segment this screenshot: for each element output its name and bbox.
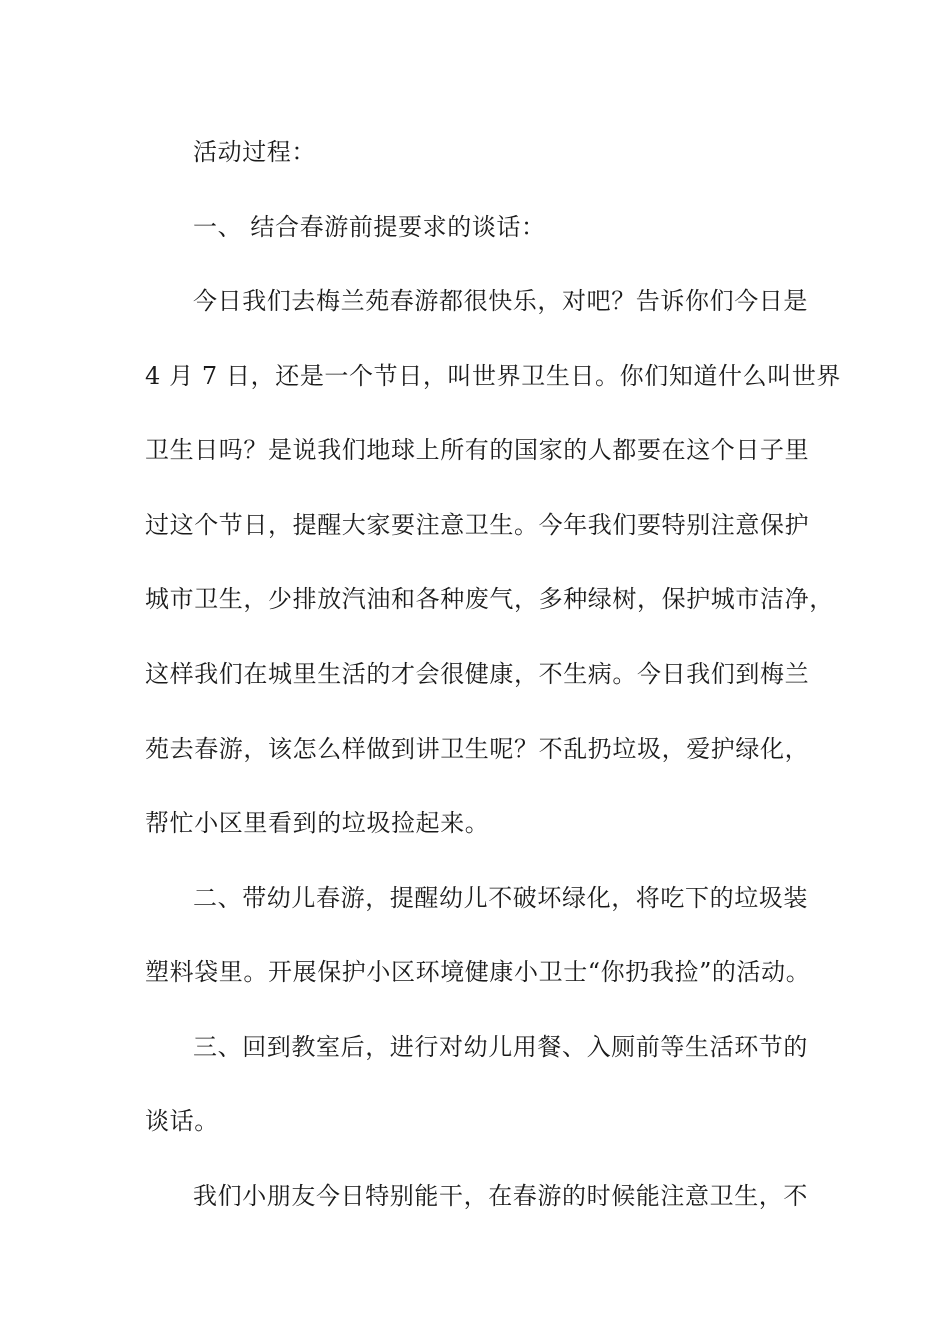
paragraph-line: 二、带幼儿春游，提醒幼儿不破坏绿化，将吃下的垃圾装 [193, 884, 808, 912]
paragraph-line: 这样我们在城里生活的才会很健康，不生病。今日我们到梅兰 [145, 660, 810, 688]
section-heading: 活动过程： [193, 138, 316, 166]
paragraph-line: 帮忙小区里看到的垃圾捡起来。 [145, 809, 490, 837]
paragraph-line: 塑料袋里。开展保护小区环境健康小卫士“你扔我捡”的活动。 [145, 958, 811, 986]
paragraph-line: 卫生日吗？是说我们地球上所有的国家的人都要在这个日子里 [145, 436, 810, 464]
paragraph-line: 4 月 7 日，还是一个节日，叫世界卫生日。你们知道什么叫世界 [145, 362, 842, 390]
paragraph-line: 城市卫生，少排放汽油和各种废气，多种绿树，保护城市洁净， [145, 585, 834, 613]
paragraph-line: 今日我们去梅兰苑春游都很快乐，对吧？告诉你们今日是 [193, 287, 808, 315]
paragraph-line: 苑去春游，该怎么样做到讲卫生呢？不乱扔垃圾，爱护绿化， [145, 735, 810, 763]
paragraph-line: 过这个节日，提醒大家要注意卫生。今年我们要特别注意保护 [145, 511, 810, 539]
paragraph-line: 我们小朋友今日特别能干，在春游的时候能注意卫生，不 [193, 1182, 808, 1210]
paragraph-line: 三、回到教室后，进行对幼儿用餐、入厕前等生活环节的 [193, 1033, 808, 1061]
subheading-one: 一、 结合春游前提要求的谈话： [193, 213, 546, 241]
paragraph-line: 谈话。 [145, 1107, 219, 1135]
